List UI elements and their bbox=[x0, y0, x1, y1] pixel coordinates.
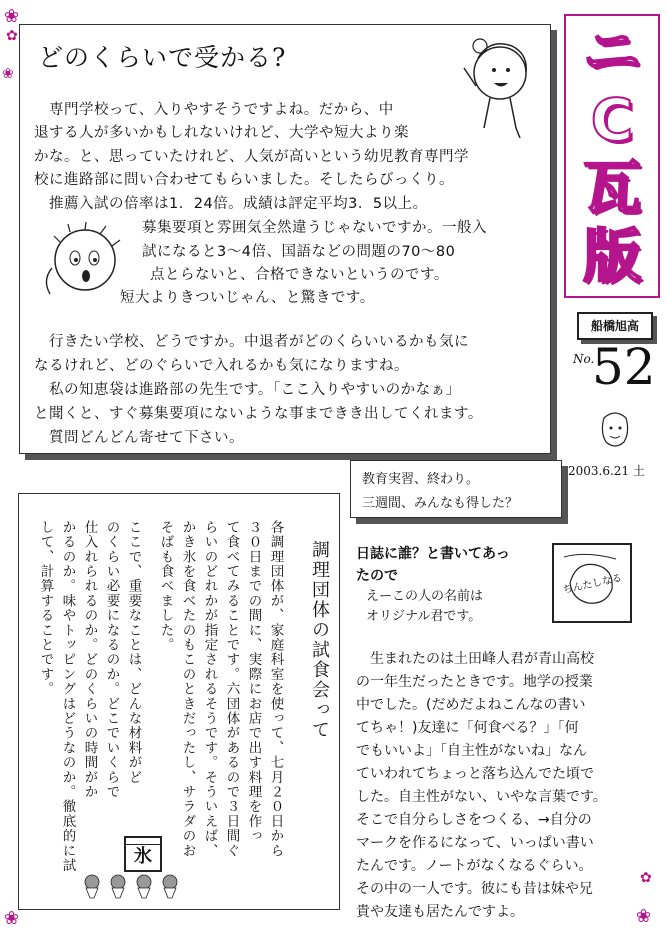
right-article-heading: 日誌に誰？と書いてあっ bbox=[356, 546, 510, 562]
vertical-article-column: して、計算することです。 bbox=[37, 520, 54, 697]
top-article-line: 短大よりきついじゃん、と驚きです。 bbox=[120, 290, 375, 306]
right-article-line: した。自主性がない、いやな言葉です。 bbox=[356, 789, 607, 805]
vertical-article-column: らいのどれかが指定されるそうです。そういえば、 bbox=[201, 520, 218, 859]
masthead-char: 版 bbox=[582, 222, 641, 290]
original-kun-sign-text: ちんたしなる bbox=[561, 572, 623, 597]
right-article-line: 生まれたのは土田峰人君が青山高校 bbox=[356, 651, 594, 667]
right-article-line: 貴や友達も居たんですよ。 bbox=[356, 904, 524, 920]
masthead-char: 瓦 bbox=[582, 154, 641, 222]
top-article-line: 私の知恵袋は進路部の先生です。「ここ入りやすいのかなぁ」 bbox=[34, 382, 461, 398]
masthead-char: ニ bbox=[582, 18, 641, 86]
right-article-line: たんです。ノートがなくなるぐらい。 bbox=[356, 858, 593, 874]
vertical-article-column: そばも食べました。 bbox=[157, 520, 174, 653]
right-article-line: の一年生だったときです。地学の授業 bbox=[356, 674, 593, 690]
vertical-article-column: かき氷を食べたのもこのときだったし、サラダのお bbox=[179, 520, 196, 859]
right-article-line: マークを作るになって、いっぱい書い bbox=[356, 835, 594, 851]
masthead-char: C bbox=[590, 86, 634, 154]
right-article-line: ていわれてちょっと落ち込んでた頃で bbox=[356, 766, 594, 782]
mascot-face-icon bbox=[598, 408, 632, 452]
cartoon-girl-illustration bbox=[450, 28, 540, 138]
top-article-line: かな。と、思っていたけれど、人気が高いという幼児教育専門学 bbox=[34, 149, 469, 165]
top-article-line: と聞くと、すぐ募集要項にないような事まできき出してくれます。 bbox=[34, 406, 483, 422]
flower-ornament: ❀ bbox=[2, 66, 14, 82]
top-article-line: 募集要項と雰囲気全然違うじゃないですか。一般入 bbox=[142, 220, 487, 236]
right-article-line: その中の一人です。彼にも昔は妹や兄 bbox=[356, 881, 593, 897]
right-article-line: でもいいよ」「自主性がないね」なん bbox=[356, 743, 587, 759]
corner-ornament-bottom-right: ❀ bbox=[636, 906, 652, 927]
right-article-line: そこで自分らしさをつくる、→自分の bbox=[356, 812, 592, 828]
top-article-line: 質問どんどん寄せて下さい。 bbox=[34, 430, 244, 446]
top-article-line: 退する人が多いかもしれないけれど、大学や短大より楽 bbox=[34, 125, 409, 141]
cartoon-boy-illustration bbox=[30, 210, 130, 310]
shaved-ice-flag-icon bbox=[124, 836, 162, 872]
flower-ornament: ✿ bbox=[640, 870, 652, 886]
corner-ornament-bottom-left: ❀ bbox=[4, 908, 20, 929]
vertical-article-column: ３０日までの間に、実際にお店で出す料理を作っ bbox=[245, 520, 262, 844]
headline-line: 教育実習、終わり。 bbox=[362, 472, 480, 487]
issue-date: 2003.6.21 土 bbox=[568, 464, 645, 478]
flag-text: 氷 bbox=[134, 846, 152, 867]
shaved-ice-cups-illustration bbox=[78, 872, 188, 902]
top-article-line: 推薦入試の倍率は1．24倍。成績は評定平均3．5以上。 bbox=[34, 196, 428, 212]
corner-ornament-top-left: ❀ bbox=[4, 6, 20, 27]
right-article-subline: えーこの人の名前は bbox=[366, 589, 484, 604]
top-article-line: 点とらないと、合格できないというのです。 bbox=[150, 267, 449, 283]
vertical-article-title: 調理団体の試食会って bbox=[309, 540, 330, 740]
top-article-line: 行きたい学校、どうですか。中退者がどのくらいいるかも気に bbox=[34, 334, 469, 350]
top-article-line: 専門学校って、入りやすそうですよね。だから、中 bbox=[34, 102, 394, 118]
right-article-heading: たので bbox=[356, 568, 398, 584]
top-article-line: なるけれど、どのぐらいで入れるかも気になりますね。 bbox=[34, 358, 409, 374]
vertical-article-column: 仕入れられるのか。どのくらいの時間がか bbox=[81, 520, 98, 800]
top-article-line: 試になると3～4倍、国語などの問題の70～80 bbox=[142, 244, 456, 260]
issue-number: 52 bbox=[592, 338, 656, 396]
original-kun-sign-box bbox=[552, 543, 632, 623]
masthead bbox=[564, 14, 660, 298]
right-article-line: てちゃ！)友達に「何食べる？」「何 bbox=[356, 720, 579, 736]
school-name-badge: 船橋旭高 bbox=[577, 312, 653, 340]
right-article-line: 中でした。(だめだよねこんなの書い bbox=[356, 697, 586, 713]
vertical-article-column: て食べてみることです。六団体があるので３日間ぐ bbox=[223, 520, 240, 859]
flower-ornament: ✿ bbox=[6, 28, 18, 44]
headline-line: 三週間、みんなも得した？ bbox=[362, 496, 519, 511]
vertical-article-column: ここで、重要なことは、どんな材料がど bbox=[125, 520, 142, 785]
flag-wave bbox=[126, 838, 160, 845]
vertical-article-column: 各調理団体が、家庭科室を使って、七月２０日から bbox=[267, 520, 284, 859]
top-article-title: どのくらいで受かる? bbox=[38, 43, 287, 72]
issue-prefix: No. bbox=[573, 352, 595, 366]
vertical-article-column: のくらい必要になるのか。どこでいくらで bbox=[103, 520, 120, 800]
right-article-subline: オリジナル君です。 bbox=[366, 609, 482, 624]
top-article-line: 校に進路部に問い合わせてもらいました。そしたらびっくり。 bbox=[34, 172, 454, 188]
vertical-article-column: かるのか。味やトッピングはどうなのか。徹底的に試 bbox=[59, 520, 76, 873]
